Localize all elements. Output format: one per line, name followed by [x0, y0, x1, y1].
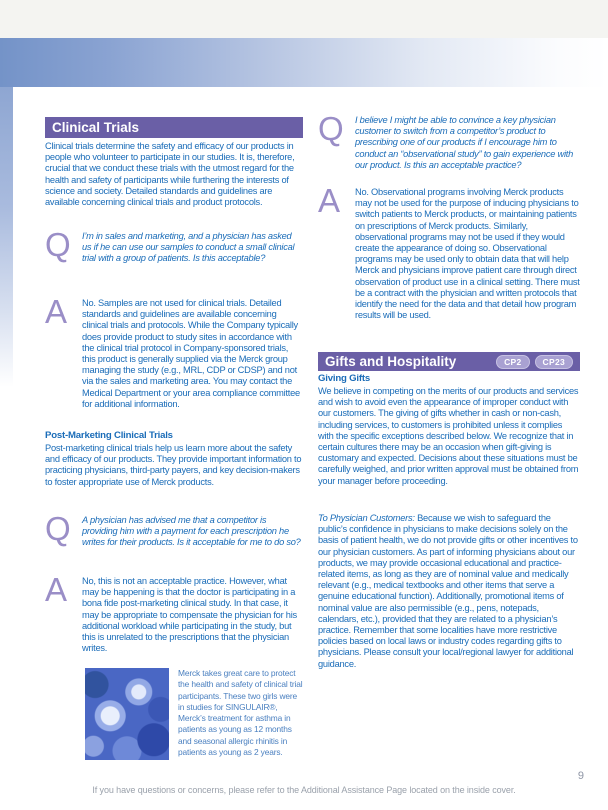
- answer-glyph: A: [45, 293, 68, 330]
- section-title: Gifts and Hospitality: [325, 354, 457, 369]
- paragraph-body: Because we wish to safeguard the public’s confidence in physicians to make decisions solely on the basis of patient health, we do not provide gifts or other incentives to our physician customers. As part of informing physicians about our products, we may provide occasional educational and practice-related items, as long as they are of nominal value and medically relevant (e.g., medical textbooks and other items that serve a genuine educational function). Additionally, promotional items of nominal value are also permissible (e.g., pens, notepads, calendars, etc.), provided that they are related to a physician’s practice. Remember that some localities have more restrictive policies based on local laws or industry codes regarding gifts to physicians. Please consult your local/regional lawyer for additional guidance.: [318, 513, 578, 669]
- qa-block: [45, 293, 303, 410]
- subhead-giving-gifts: Giving Gifts: [318, 373, 370, 384]
- section-title: Clinical Trials: [52, 120, 140, 135]
- subhead-post-marketing: Post-Marketing Clinical Trials: [45, 430, 173, 441]
- qa-block: [45, 226, 303, 265]
- photo-caption-block: [85, 668, 303, 760]
- clinical-trials-intro: Clinical trials determine the safety and efficacy of our products in people who volunteer to participate in our studies. It is, therefore, crucial that we conduct these trials with the utmost regard for the health and safety of participants while furthering the interests of science and society. Detailed standards and guidelines are available concerning clinical trials and product protocols.: [45, 141, 295, 208]
- question-glyph: Q: [45, 226, 71, 263]
- clinical-trial-photo: [85, 668, 169, 760]
- qa-block: [45, 510, 303, 549]
- qa-block: [318, 182, 580, 321]
- section-header-gifts-hospitality: [318, 352, 580, 371]
- question-text: A physician has advised me that a competitor is providing him with a payment for each prescription he writes for their products. Is it acceptable for me to do so?: [82, 515, 301, 548]
- answer-glyph: A: [45, 571, 68, 608]
- question-text: I believe I might be able to convince a key physician customer to switch from a competitor’s product to prescribing one of our products if I encourage him to conduct an “observational study” to gain experience with our product. Is this an acceptable practice?: [355, 115, 574, 170]
- question-glyph: Q: [318, 110, 344, 147]
- policy-badges: [496, 355, 573, 369]
- physician-customers-paragraph: [318, 513, 580, 670]
- qa-block: [45, 571, 303, 654]
- footer-note: If you have questions or concerns, please refer to the Additional Assistance Page located on the inside cover.: [92, 785, 516, 795]
- qa-block: [318, 110, 580, 171]
- answer-text: No, this is not an acceptable practice. However, what may be happening is that the doctor is participating in a bona fide post-marketing clinical study. In that case, it may be appropriate to compensate the physician for his additional workload while participating in the study, but this is unrelated to the prescriptions that the physician writes.: [82, 576, 297, 654]
- top-gradient-bar: [0, 38, 608, 87]
- answer-text: No. Observational programs involving Merck products may not be used for the purpose of inducing physicians to switch patients to Merck products, or maintaining patients on prescriptions of Merck products. Similarly, observational programs may not be used if they would create the appearance of doing so. Observational programs may be used only to obtain data that will help Merck and physicians improve patient care through direct observation of product use in a clinical setting. There must be a contract with the physician and written protocols that identify the need for the data and that detail how program results will be used.: [355, 187, 580, 321]
- paper-top-margin: [0, 0, 608, 38]
- post-marketing-body: Post-marketing clinical trials help us learn more about the safety and efficacy of our products. They provide important information to practicing physicians, third-party payers, and key decision-makers to foster appropriate use of Merck products.: [45, 443, 302, 487]
- answer-glyph: A: [318, 182, 341, 219]
- answer-text: No. Samples are not used for clinical trials. Detailed standards and guidelines are available concerning clinical trials and protocols. While the Company typically does provide product to study sites in accordance with the clinical trial protocol in Company-sponsored trials, this product is generally supplied via the Merck group managing the study (e.g., MRL, CDP or CDSP) and not via the sales and marketing area. You may contact the Medical Department or your area compliance committee for additional information.: [82, 298, 300, 409]
- page-number: 9: [577, 770, 584, 782]
- question-glyph: Q: [45, 510, 71, 547]
- badge-cp23: CP23: [535, 355, 573, 369]
- question-text: I’m in sales and marketing, and a physician has asked us if he can use our samples to conduct a small clinical trial with a group of patients. Is this acceptable?: [82, 231, 295, 264]
- photo-caption: Merck takes great care to protect the health and safety of clinical trial participants. These two girls were in studies for SINGULAIR®, Merck’s treatment for asthma in patients as young as 12 months and seasonal allergic rhinitis in patients as young as 2 years.: [178, 668, 303, 758]
- giving-gifts-body: We believe in competing on the merits of our products and services and wish to avoid even the appearance of improper conduct with our customers. The giving of gifts whether in cash or non-cash, including services, to customers is prohibited unless it complies with the specific exceptions described below. We recognize that in certain cultures there may be an occasion when gift-giving is customary and expected. Decisions about these situations must be carefully weighed, and prior written approval must be obtained from your manager before proceeding.: [318, 386, 579, 486]
- section-header-clinical-trials: [45, 117, 303, 138]
- left-gradient-strip: [0, 87, 13, 387]
- paragraph-lead-in: To Physician Customers:: [318, 513, 415, 523]
- badge-cp2: CP2: [496, 355, 529, 369]
